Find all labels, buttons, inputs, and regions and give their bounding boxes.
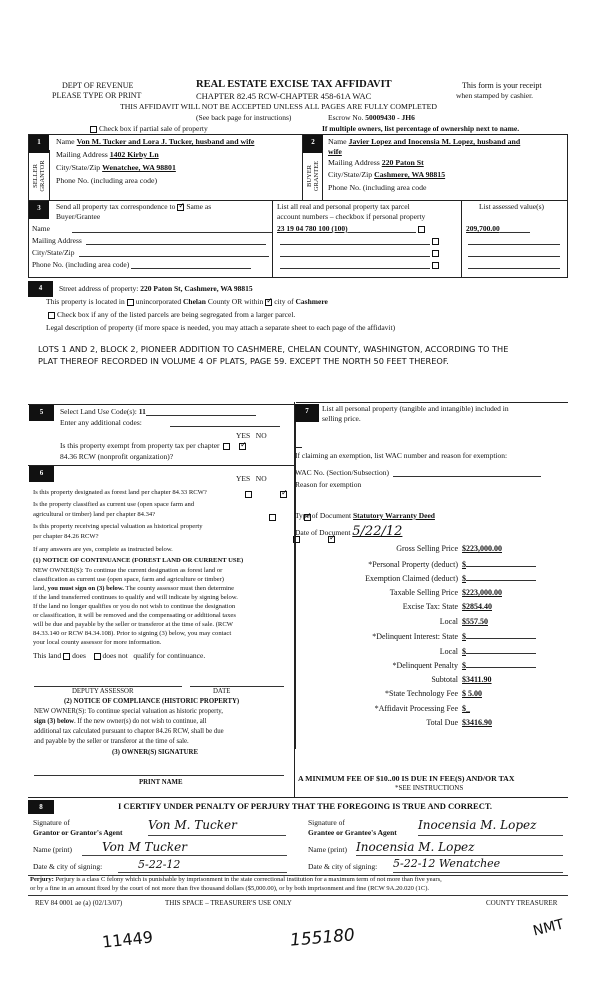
assessed-header: List assessed value(s) — [479, 202, 544, 211]
buyer-mail-label: Mailing Address — [328, 158, 380, 167]
receipt-note-2: when stamped by cashier. — [456, 91, 534, 100]
personal-property-label-cont: selling price. — [322, 414, 361, 423]
section-6-number: 6 — [29, 466, 54, 482]
fee-row — [300, 573, 570, 583]
section-8-number: 8 — [28, 800, 54, 814]
fee-label: *Delinquent Penalty — [392, 661, 458, 670]
completion-warning: THIS AFFIDAVIT WILL NOT BE ACCEPTED UNLESS ALL PAGES ARE FULLY COMPLETED — [120, 102, 437, 111]
owner-signature-line[interactable] — [34, 775, 284, 776]
yes-header: YES — [236, 474, 251, 483]
exemption-label: If claiming an exemption, list WAC number and reason for exemption: — [295, 451, 508, 460]
unincorporated-checkbox[interactable] — [127, 299, 134, 306]
grantee-agent-label: Grantee or Grantee's Agent — [308, 828, 397, 837]
county-name: Chelan — [183, 297, 206, 306]
corr-city-field[interactable] — [79, 256, 269, 257]
fee-value[interactable]: $2854.40 — [462, 602, 492, 611]
corr-phone-field[interactable] — [131, 268, 251, 269]
fee-label: Excise Tax: State — [402, 602, 458, 611]
buyer-phone-label: Phone No. (including area code — [328, 183, 427, 192]
handwritten-note-2: 155180 — [289, 925, 356, 951]
reason-label: Reason for exemption — [295, 480, 362, 489]
seller-phone-label: Phone No. (including area code) — [56, 176, 158, 185]
fee-value[interactable]: $_ — [462, 704, 470, 713]
deputy-assessor-line[interactable] — [34, 686, 182, 687]
corr-phone-label: Phone No. (including area code) — [32, 260, 130, 269]
section-3-number: 3 — [29, 201, 49, 219]
parcel-header-1: List all real and personal property tax parcel — [277, 202, 410, 211]
current-use-question-cont: agricultural or timber) land per chapter 84.34? — [33, 511, 156, 518]
fee-label: Exemption Claimed (deduct) — [365, 574, 458, 583]
doc-date[interactable]: 5/22/12 — [352, 524, 403, 539]
same-as-buyer-checkbox[interactable] — [177, 204, 184, 211]
fee-value[interactable]: $ — [462, 560, 466, 569]
does-label: does — [72, 651, 86, 660]
fee-blank-line[interactable] — [466, 573, 536, 581]
grantor-signature[interactable]: Von M. Tucker — [148, 818, 286, 836]
does-not-label: does not — [102, 651, 128, 660]
fee-value[interactable]: $ — [462, 632, 466, 641]
county-treasurer-label: COUNTY TREASURER — [486, 899, 558, 907]
fee-label: *Personal Property (deduct) — [368, 560, 458, 569]
print-instruction: PLEASE TYPE OR PRINT — [52, 91, 142, 100]
qualify-label: qualify for continuance. — [133, 651, 206, 660]
exempt-question: Is this property exempt from property tax per chapter — [60, 441, 220, 450]
fee-row — [300, 718, 570, 727]
corr-mail-field[interactable] — [86, 244, 266, 245]
city-name: Cashmere — [295, 297, 328, 306]
fee-row — [300, 559, 570, 569]
corr-mail-label: Mailing Address — [32, 236, 82, 245]
see-instructions: *SEE INSTRUCTIONS — [395, 784, 464, 792]
fee-blank-line[interactable] — [466, 631, 536, 639]
fee-value[interactable]: $ — [462, 647, 466, 656]
land-use-code[interactable]: 11 — [138, 407, 146, 416]
does-not-checkbox[interactable] — [94, 653, 101, 660]
fee-row — [300, 704, 570, 713]
instructions-note: (See back page for instructions) — [196, 113, 292, 122]
fee-label: *Delinquent Interest: State — [372, 632, 458, 641]
owner-signature-label: (3) OWNER(S) SIGNATURE — [112, 749, 198, 756]
seller-name[interactable]: Von M. Tucker and Lora J. Tucker, husband and wife — [76, 137, 255, 146]
form-revision: REV 84 0001 ae (a) (02/13/07) — [35, 899, 123, 907]
section-1-number: 1 — [29, 135, 49, 153]
additional-codes-field[interactable] — [170, 426, 280, 427]
fee-row — [300, 631, 570, 641]
fee-value[interactable]: $223,000.00 — [462, 588, 502, 597]
grantee-date-city[interactable]: 5-22-12 Wenatchee — [393, 857, 563, 873]
fee-value[interactable]: $ — [462, 574, 466, 583]
dept-label: DEPT OF REVENUE — [62, 81, 134, 90]
wac-label: WAC No. (Section/Subsection) — [295, 468, 389, 477]
fee-label: Subtotal — [431, 675, 458, 684]
segregated-checkbox[interactable] — [48, 312, 55, 319]
fee-blank-line[interactable] — [466, 660, 536, 668]
fee-row — [300, 544, 570, 553]
receipt-note-1: This form is your receipt — [462, 81, 542, 90]
seller-city[interactable]: Wenatchee, WA 98801 — [102, 163, 176, 172]
grantor-name-print[interactable]: Von M Tucker — [82, 840, 287, 856]
fee-label: Total Due — [426, 718, 458, 727]
current-use-yes-checkbox[interactable] — [269, 514, 276, 521]
date-line[interactable] — [190, 686, 284, 687]
seller-grantor-label: SELLER GRANTOR — [32, 160, 46, 192]
handwritten-note-3: NMT — [531, 916, 566, 940]
land-use-label: Select Land Use Code(s): — [60, 407, 137, 416]
fee-value[interactable]: $ — [462, 661, 466, 670]
deputy-assessor-label: DEPUTY ASSESSOR — [72, 688, 134, 695]
wac-field[interactable] — [393, 476, 541, 477]
same-as-label: Same as — [186, 202, 212, 211]
print-name-label: PRINT NAME — [139, 779, 183, 786]
multiple-owners-note: If multiple owners, list percentage of ownership next to name. — [322, 124, 520, 133]
parcel-header-2: account numbers – checkbox if personal property — [277, 212, 426, 221]
grantee-name-print[interactable]: Inocensia M. Lopez — [356, 840, 563, 856]
perjury-text-1: Perjury is a class C felony which is punishable by imprisonment in the state correctional institution for a maximum term of not more than five years, — [55, 876, 442, 883]
buyer-name-label: Name — [328, 137, 347, 146]
fee-blank-line[interactable] — [466, 646, 536, 654]
section-2-number: 2 — [303, 135, 323, 153]
section-7-number: 7 — [295, 404, 319, 422]
fee-row — [300, 646, 570, 656]
no-header: NO — [255, 431, 267, 440]
buyer-city-label: City/State/Zip — [328, 170, 373, 179]
no-header: NO — [255, 474, 267, 483]
partial-sale-label: Check box if partial sale of property — [99, 124, 208, 133]
buyer-mail[interactable]: 220 Paton St — [381, 158, 424, 167]
assessed-value[interactable]: 209,700.00 — [466, 224, 500, 233]
fee-label: Local — [439, 617, 458, 626]
legal-description-label: Legal description of property (if more space is needed, you may attach a separate sheet to each page of the affidavit) — [46, 323, 396, 332]
fee-row — [300, 602, 570, 611]
personal-property-checkbox[interactable] — [432, 250, 439, 257]
fee-row — [300, 689, 570, 698]
section-5-number: 5 — [29, 405, 54, 421]
exempt-yes-checkbox[interactable] — [223, 443, 230, 450]
fee-row — [300, 675, 570, 684]
segregated-label: Check box if any of the listed parcels are being segregated from a larger parcel. — [57, 310, 296, 319]
buyer-grantee-text: Buyer/Grantee — [56, 212, 101, 221]
escrow-number: 50009430 - JH6 — [365, 113, 415, 122]
unincorporated-label: unincorporated — [135, 297, 182, 306]
fee-label: Gross Selling Price — [396, 544, 458, 553]
seller-name-label: Name — [56, 137, 75, 146]
grantee-date-city-label: Date & city of signing: — [308, 862, 378, 871]
sig-of-label: Signature of — [33, 818, 70, 827]
current-use-question: Is the property classified as current use (open space farm and — [33, 501, 195, 508]
fee-value[interactable]: $3411.90 — [462, 675, 492, 684]
historic-question-cont: per chapter 84.26 RCW? — [33, 533, 99, 540]
form-title: REAL ESTATE EXCISE TAX AFFIDAVIT — [196, 79, 392, 90]
fee-row — [300, 588, 570, 597]
fee-row — [300, 660, 570, 670]
fee-label: *State Technology Fee — [384, 689, 458, 698]
city-of-label: city of — [274, 297, 294, 306]
forest-no-checkbox[interactable] — [280, 491, 287, 498]
city-checkbox[interactable] — [265, 299, 272, 306]
section-4-number: 4 — [28, 281, 53, 297]
date-label: DATE — [213, 688, 231, 695]
exempt-no-checkbox[interactable] — [239, 443, 246, 450]
legal-description-line-1: LOTS 1 AND 2, BLOCK 2, PIONEER ADDITION TO CASHMERE, CHELAN COUNTY, WASHINGTON, ACCORDING TO THE — [38, 344, 509, 354]
doc-type[interactable]: Statutory Warranty Deed — [353, 511, 435, 520]
buyer-name[interactable]: Javier Lopez and Inocensia M. Lopez, husband and — [348, 137, 521, 146]
street-label: Street address of property: — [59, 284, 139, 293]
doc-date-label: Date of Document — [295, 528, 351, 537]
personal-property-checkbox[interactable] — [418, 226, 425, 233]
does-checkbox[interactable] — [63, 653, 70, 660]
located-label: This property is located in — [46, 297, 125, 306]
parcel-number[interactable]: 23 19 04 780 100 (100) — [277, 224, 348, 233]
partial-sale-checkbox[interactable] — [90, 126, 97, 133]
additional-codes-label: Enter any additional codes: — [60, 418, 142, 427]
escrow-label: Escrow No. — [328, 113, 364, 122]
fee-value[interactable]: $ 5.00 — [462, 689, 482, 698]
personal-property-checkbox[interactable] — [432, 262, 439, 269]
seller-city-label: City/State/Zip — [56, 163, 101, 172]
seller-mail[interactable]: 1402 Kirby Ln — [109, 150, 159, 159]
fee-value[interactable]: $557.50 — [462, 617, 488, 626]
perjury-text-2: or by a fine in an amount fixed by the court of not more than five thousand dollars ($5,000.00), or by both imprisonment and fine (RCW 9A.20.020 (1C). — [30, 885, 430, 892]
handwritten-note-1: 11449 — [101, 927, 154, 952]
corr-city-label: City/State/Zip — [32, 248, 75, 257]
fee-value[interactable]: $223,000.00 — [462, 544, 502, 553]
perjury-label: Perjury: — [30, 876, 54, 883]
fee-label: Local — [439, 647, 458, 656]
grantor-agent-label: Grantor or Grantor's Agent — [33, 828, 123, 837]
corr-name-label: Name — [32, 224, 50, 233]
historic-question: Is this property receiving special valuation as historical property — [33, 523, 203, 530]
yes-header: YES — [236, 431, 251, 440]
exempt-question-cont: 84.36 RCW (nonprofit organization)? — [60, 452, 174, 461]
forest-yes-checkbox[interactable] — [245, 491, 252, 498]
personal-property-checkbox[interactable] — [432, 238, 439, 245]
buyer-name-cont[interactable]: wife — [328, 147, 342, 156]
send-correspondence-label: Send all property tax correspondence to — [56, 202, 176, 211]
buyer-city[interactable]: Cashmere, WA 98815 — [374, 170, 446, 179]
grantor-date-city[interactable]: 5-22-12 — [118, 858, 287, 873]
forest-land-question: Is this property designated as forest land per chapter 84.33 RCW? — [33, 489, 207, 496]
if-yes-note: If any answers are yes, complete as instructed below. — [33, 546, 173, 553]
grantee-name-print-label: Name (print) — [308, 845, 347, 854]
personal-property-label: List all personal property (tangible and intangible) included in — [322, 404, 509, 413]
fee-label: Taxable Selling Price — [389, 588, 458, 597]
this-land-label: This land — [33, 651, 62, 660]
buyer-grantee-label: BUYER GRANTEE — [306, 160, 320, 192]
treasurer-use-label: THIS SPACE – TREASURER'S USE ONLY — [165, 899, 292, 907]
seller-mail-label: Mailing Address — [56, 150, 108, 159]
doc-type-label: Type of Document — [295, 511, 352, 520]
form-chapter: CHAPTER 82.45 RCW-CHAPTER 458-61A WAC — [196, 91, 372, 101]
grantor-name-print-label: Name (print) — [33, 845, 72, 854]
fee-row — [300, 617, 570, 626]
fee-value[interactable]: $3416.90 — [462, 718, 492, 727]
grantee-signature[interactable]: Inocensia M. Lopez — [418, 818, 563, 836]
fee-label: *Affidavit Processing Fee — [374, 704, 458, 713]
legal-description-line-2: PLAT THEREOF RECORDED IN VOLUME 4 OF PLATS, PAGE 59. EXCEPT THE NORTH 50 FEET THEREOF. — [38, 356, 449, 366]
sig-of-label: Signature of — [308, 818, 345, 827]
fee-blank-line[interactable] — [466, 559, 536, 567]
certify-statement: I CERTIFY UNDER PENALTY OF PERJURY THAT THE FOREGOING IS TRUE AND CORRECT. — [118, 801, 493, 811]
corr-name-field[interactable] — [72, 232, 272, 233]
county-or-within: County OR within — [207, 297, 264, 306]
grantor-date-city-label: Date & city of signing: — [33, 862, 103, 871]
street-address[interactable]: 220 Paton St, Cashmere, WA 98815 — [140, 284, 253, 293]
minimum-fee-note: A MINIMUM FEE OF $10..00 IS DUE IN FEE(S) AND/OR TAX — [298, 774, 515, 783]
